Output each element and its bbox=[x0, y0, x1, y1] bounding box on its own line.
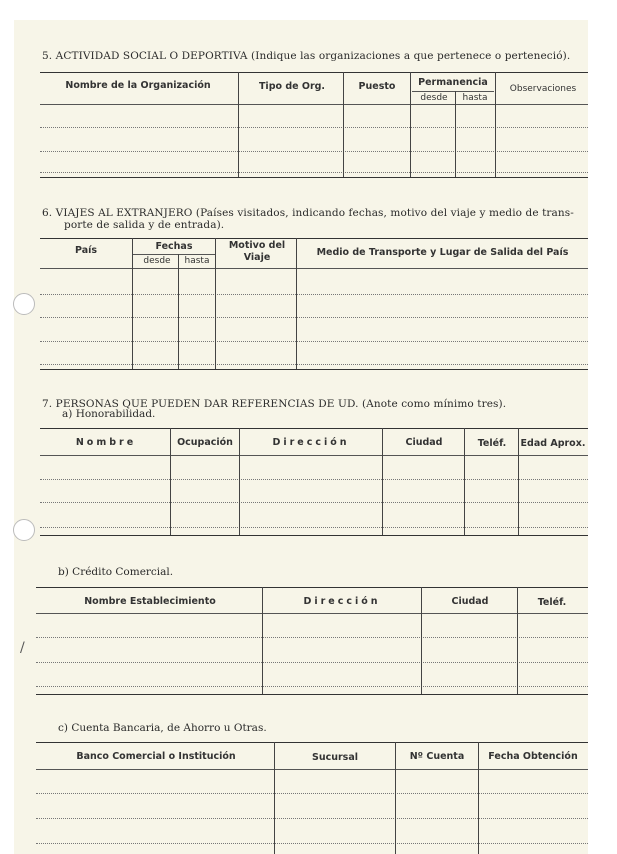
s7c-row-rule bbox=[36, 818, 588, 819]
s7c-col-cuenta: Nº Cuenta bbox=[409, 751, 465, 762]
s5-col-divider bbox=[410, 72, 411, 177]
s7a-col-divider bbox=[464, 428, 465, 535]
section-6-title-line1: 6. VIAJES AL EXTRANJERO (Países visitados, indicando fechas, motivo del viaje y medio de trans- bbox=[42, 207, 574, 219]
s6-col-fechas: Fechas bbox=[155, 241, 193, 252]
s7a-col-divider bbox=[518, 428, 519, 535]
s7b-row-rule bbox=[36, 662, 588, 663]
s7b-col-ciudad: Ciudad bbox=[451, 596, 489, 607]
s5-row-rule bbox=[40, 151, 588, 152]
section-7b-label: b) Crédito Comercial. bbox=[58, 566, 174, 578]
s6-col-hasta: hasta bbox=[184, 256, 210, 266]
s7b-rule-bottom bbox=[36, 694, 588, 695]
s5-col-desde: desde bbox=[420, 93, 448, 103]
s7c-header-rule bbox=[36, 769, 588, 770]
s7c-rule-top bbox=[36, 742, 588, 743]
s6-row-rule bbox=[40, 364, 588, 365]
s7b-row-rule bbox=[36, 686, 588, 687]
s6-rule-top bbox=[40, 238, 588, 239]
s5-perm-rule bbox=[412, 91, 494, 92]
s7b-header-rule bbox=[36, 613, 588, 614]
s7c-col-sucursal: Sucursal bbox=[311, 752, 358, 763]
s7a-row-rule bbox=[40, 479, 588, 480]
s7c-row-rule bbox=[36, 793, 588, 794]
s6-col-desde: desde bbox=[143, 256, 171, 266]
punch-hole-top bbox=[13, 293, 35, 315]
s5-col-nombre: Nombre de la Organización bbox=[65, 80, 211, 91]
s6-col-pais: País bbox=[74, 245, 98, 256]
s7c-row-rule bbox=[36, 843, 588, 844]
s7a-col-divider bbox=[170, 428, 171, 535]
s5-col-tipo: Tipo de Org. bbox=[258, 81, 326, 92]
s7b-col-telef: Teléf. bbox=[537, 597, 567, 608]
s6-fechas-rule bbox=[133, 254, 215, 255]
section-7a-label: a) Honorabilidad. bbox=[62, 408, 156, 420]
s5-col-hasta: hasta bbox=[462, 93, 488, 103]
s7a-col-ocupacion: Ocupación bbox=[177, 437, 233, 448]
s7b-col-divider bbox=[421, 587, 422, 694]
s6-col-motivo-2: Viaje bbox=[243, 252, 271, 263]
s5-col-observaciones: Observaciones bbox=[509, 84, 577, 94]
s5-header-rule bbox=[40, 104, 588, 105]
s7a-row-rule bbox=[40, 502, 588, 503]
s7a-row-rule bbox=[40, 527, 588, 528]
s6-col-divider bbox=[296, 238, 297, 369]
s6-col-medio: Medio de Transporte y Lugar de Salida del País bbox=[316, 247, 569, 258]
s5-col-divider bbox=[455, 91, 456, 177]
s6-row-rule bbox=[40, 317, 588, 318]
s7c-col-divider bbox=[478, 742, 479, 854]
s7c-col-divider bbox=[395, 742, 396, 854]
section-7c-label: c) Cuenta Bancaria, de Ahorro u Otras. bbox=[58, 722, 267, 734]
s7a-col-telef: Teléf. bbox=[477, 438, 507, 449]
s7c-col-divider bbox=[274, 742, 275, 854]
s7a-col-divider bbox=[239, 428, 240, 535]
margin-mark: / bbox=[20, 640, 25, 656]
s7a-col-ciudad: Ciudad bbox=[405, 437, 443, 448]
s5-col-permanencia: Permanencia bbox=[418, 77, 488, 88]
s5-rule-bottom bbox=[40, 177, 588, 178]
s7a-col-edad: Edad Aprox. bbox=[520, 438, 586, 449]
s5-col-divider bbox=[343, 72, 344, 177]
s7b-col-divider bbox=[262, 587, 263, 694]
s6-rule-bottom bbox=[40, 369, 588, 370]
s5-col-divider bbox=[495, 72, 496, 177]
s7b-rule-top bbox=[36, 587, 588, 588]
section-7-title: 7. PERSONAS QUE PUEDEN DAR REFERENCIAS DE UD. (Anote como mínimo tres). bbox=[42, 398, 507, 410]
s7c-col-banco: Banco Comercial o Institución bbox=[76, 751, 236, 762]
s5-col-puesto: Puesto bbox=[358, 81, 396, 92]
s6-row-rule bbox=[40, 294, 588, 295]
section-6-title-line2: porte de salida y de entrada). bbox=[64, 219, 225, 231]
s7c-col-fecha: Fecha Obtención bbox=[488, 751, 578, 762]
s6-col-divider bbox=[215, 238, 216, 369]
s6-col-motivo-1: Motivo del bbox=[228, 240, 286, 251]
s6-row-rule bbox=[40, 341, 588, 342]
s7b-col-direccion: Dirección bbox=[303, 596, 381, 607]
section-5-title: 5. ACTIVIDAD SOCIAL O DEPORTIVA (Indique las organizaciones a que pertenece o perteneció). bbox=[42, 50, 571, 62]
s7a-col-divider bbox=[382, 428, 383, 535]
s7a-header-rule bbox=[40, 455, 588, 456]
s5-rule-top bbox=[40, 72, 588, 73]
s6-col-divider bbox=[178, 254, 179, 369]
s7b-col-divider bbox=[517, 587, 518, 694]
s7a-rule-bottom bbox=[40, 535, 588, 536]
s5-row-rule bbox=[40, 127, 588, 128]
s7a-col-nombre: Nombre bbox=[75, 437, 137, 448]
s6-header-rule bbox=[40, 268, 588, 269]
s5-col-divider bbox=[238, 72, 239, 177]
s5-row-rule bbox=[40, 172, 588, 173]
s6-col-divider bbox=[132, 238, 133, 369]
punch-hole-bottom bbox=[13, 519, 35, 541]
s7a-col-direccion: Dirección bbox=[272, 437, 350, 448]
s7b-row-rule bbox=[36, 637, 588, 638]
s7b-col-nombre: Nombre Establecimiento bbox=[84, 596, 216, 607]
s7a-rule-top bbox=[40, 428, 588, 429]
